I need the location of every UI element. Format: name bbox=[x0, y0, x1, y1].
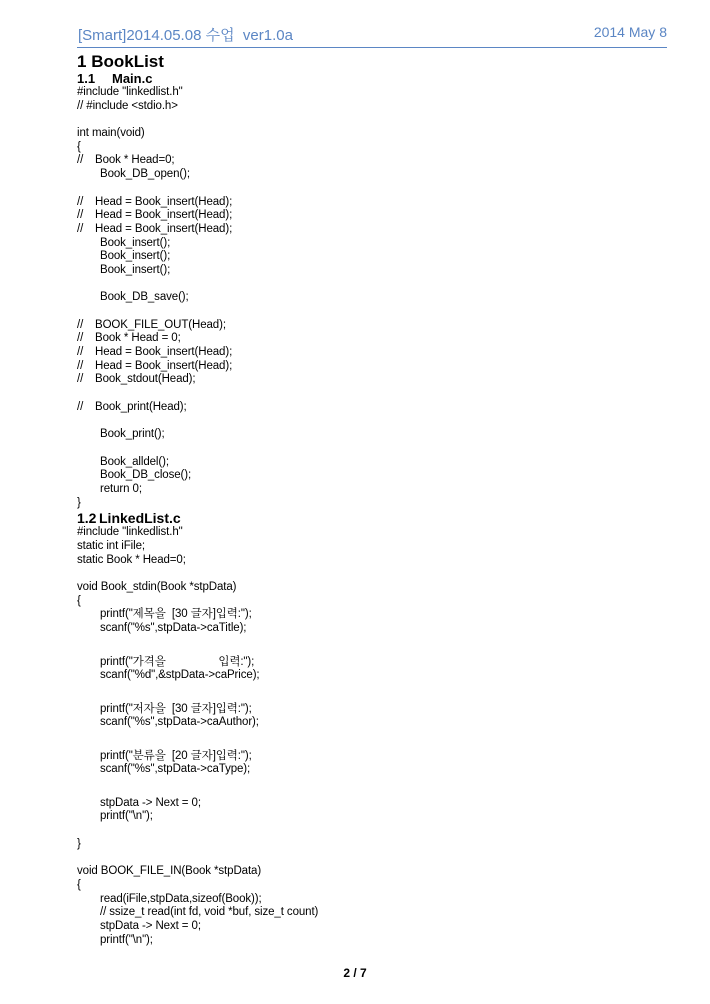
code-line: Book_alldel(); bbox=[100, 455, 169, 468]
code-line: Book_DB_open(); bbox=[100, 168, 190, 181]
blank-line bbox=[77, 387, 667, 401]
blank-line bbox=[77, 567, 667, 581]
blank-line bbox=[77, 777, 667, 791]
code-line: } bbox=[77, 496, 81, 509]
code-line: // Head = Book_insert(Head); bbox=[77, 195, 233, 208]
code-line: #include "linkedlist.h" bbox=[77, 526, 183, 539]
code-line: scanf("%s",stpData->caType); bbox=[100, 763, 251, 776]
document-body bbox=[77, 52, 667, 947]
code-line: void Book_stdin(Book *stpData) bbox=[77, 581, 237, 594]
code-line: // Book_stdout(Head); bbox=[77, 373, 196, 386]
code-line: read(iFile,stpData,sizeof(Book)); bbox=[100, 892, 262, 905]
code-line: // Book * Head=0; bbox=[77, 154, 175, 167]
section-title: BookList bbox=[91, 52, 164, 71]
subsection-heading-1-1 bbox=[77, 72, 667, 86]
code-line: Book_DB_save(); bbox=[100, 291, 189, 304]
code-line: // Head = Book_insert(Head); bbox=[77, 346, 233, 359]
code-line: // BOOK_FILE_OUT(Head); bbox=[77, 318, 226, 331]
code-line: { bbox=[77, 878, 81, 891]
section-heading-1 bbox=[77, 52, 667, 72]
code-line: { bbox=[77, 140, 81, 153]
code-line: Book_insert(); bbox=[100, 250, 171, 263]
subsection-heading-1-2 bbox=[77, 510, 667, 526]
blank-line bbox=[77, 182, 667, 196]
main-c-code-block bbox=[77, 86, 667, 510]
section-number: 1 bbox=[77, 52, 87, 71]
blank-line bbox=[77, 636, 667, 650]
code-line: { bbox=[77, 594, 81, 607]
blank-line bbox=[77, 278, 667, 292]
blank-line bbox=[77, 415, 667, 429]
code-line: // Book_print(Head); bbox=[77, 400, 187, 413]
code-line: Book_insert(); bbox=[100, 263, 171, 276]
code-line: printf("가격을 입력:"); bbox=[100, 655, 255, 668]
blank-line bbox=[77, 305, 667, 319]
code-line: scanf("%s",stpData->caAuthor); bbox=[100, 716, 259, 729]
code-line: // Head = Book_insert(Head); bbox=[77, 209, 233, 222]
code-line: // Head = Book_insert(Head); bbox=[77, 222, 233, 235]
code-line: static int iFile; bbox=[77, 540, 145, 552]
code-line: printf("\n"); bbox=[100, 933, 153, 946]
header-date: 2014 May 8 bbox=[593, 24, 667, 40]
blank-line bbox=[77, 683, 667, 697]
subsection-title: Main.c bbox=[112, 71, 153, 86]
blank-line bbox=[77, 851, 667, 865]
blank-line bbox=[77, 824, 667, 838]
code-line: printf("제목을 [30 글자]입력:"); bbox=[100, 608, 252, 621]
page-number: 2 / 7 bbox=[343, 966, 367, 980]
header-rule bbox=[77, 47, 667, 48]
code-line: void BOOK_FILE_IN(Book *stpData) bbox=[77, 865, 262, 878]
code-line: #include "linkedlist.h" bbox=[77, 86, 183, 98]
blank-line bbox=[77, 442, 667, 456]
code-line: return 0; bbox=[100, 482, 142, 495]
blank-line bbox=[77, 730, 667, 744]
code-line: Book_insert(); bbox=[100, 236, 171, 249]
code-line: } bbox=[77, 837, 81, 850]
code-line: printf("분류을 [20 글자]입력:"); bbox=[100, 749, 252, 762]
code-line: stpData -> Next = 0; bbox=[100, 919, 201, 932]
code-line: printf("\n"); bbox=[100, 810, 153, 823]
code-line: Book_DB_close(); bbox=[100, 469, 192, 482]
subsection-number: 1.1 bbox=[77, 71, 96, 86]
code-line: static Book * Head=0; bbox=[77, 553, 186, 566]
code-line: // Head = Book_insert(Head); bbox=[77, 359, 233, 372]
code-line: // ssize_t read(int fd, void *buf, size_t count) bbox=[100, 906, 319, 919]
header-title: [Smart]2014.05.08 수업 ver1.0a bbox=[78, 27, 293, 44]
subsection-number: 1.2 bbox=[77, 510, 97, 527]
code-line: scanf("%d",&stpData->caPrice); bbox=[100, 669, 260, 682]
subsection-title: LinkedList.c bbox=[99, 510, 181, 527]
code-line: stpData -> Next = 0; bbox=[100, 796, 201, 809]
code-line: scanf("%s",stpData->caTitle); bbox=[100, 622, 247, 635]
code-line: Book_print(); bbox=[100, 428, 165, 441]
linkedlist-c-code-block bbox=[77, 526, 667, 947]
code-line: // #include <stdio.h> bbox=[77, 99, 178, 112]
blank-line bbox=[77, 113, 667, 127]
code-line: int main(void) bbox=[77, 127, 145, 140]
code-line: // Book * Head = 0; bbox=[77, 332, 181, 345]
code-line: printf("저자을 [30 글자]입력:"); bbox=[100, 702, 252, 715]
